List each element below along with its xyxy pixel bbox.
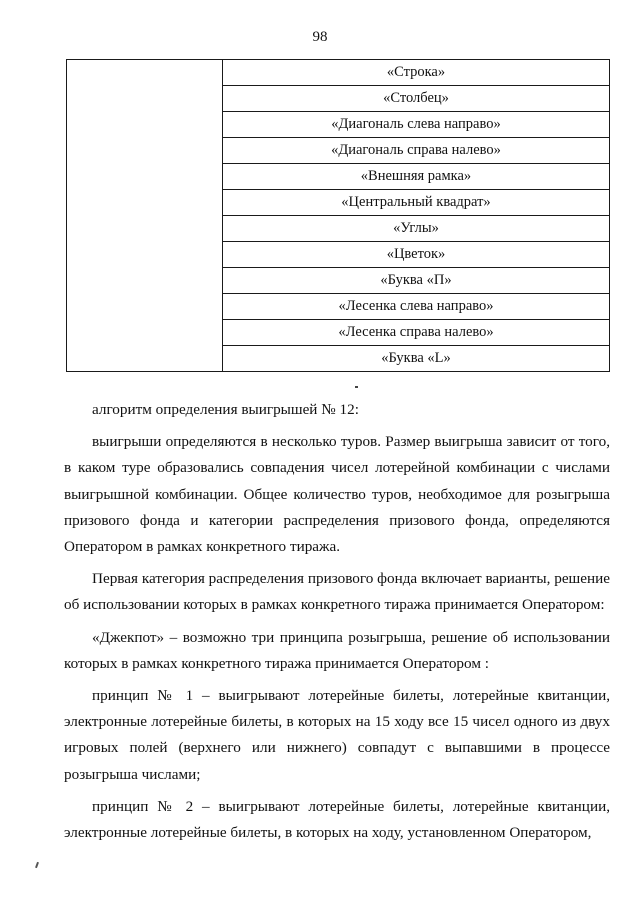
pattern-cell: «Диагональ слева направо» [223, 112, 610, 138]
pattern-cell: «Лесенка справа налево» [223, 320, 610, 346]
algorithm-heading: алгоритм определения выигрышей № 12: [92, 401, 359, 418]
empty-left-cell [67, 60, 223, 372]
paragraph: принцип № 1 – выигрывают лотерейные билеты, лотерейные квитанции, электронные лотерейные билеты, в которых на 15 ходу все 15 чисел одного из двух игровых полей (верхнего или нижнего) совпадут с выпавшими в процессе розыгрыша числами; [64, 687, 610, 783]
scan-speck [355, 386, 358, 388]
paragraph: «Джекпот» – возможно три принципа розыгрыша, решение об использовании которых в рамках конкретного тиража принимается Оператором : [64, 628, 610, 672]
winning-patterns-table [66, 59, 610, 372]
pattern-cell: «Буква «П» [223, 268, 610, 294]
pattern-cell: «Строка» [223, 60, 610, 86]
page-number: 98 [312, 29, 328, 45]
paragraph: Первая категория распределения призового фонда включает варианты, решение об использовании которых в рамках конкретного тиража принимается Оператором: [64, 570, 610, 614]
pattern-cell: «Углы» [223, 216, 610, 242]
pattern-cell: «Цветок» [223, 242, 610, 268]
pattern-cell: «Буква «L» [223, 346, 610, 372]
paragraph: выигрыши определяются в несколько туров. Размер выигрыша зависит от того, в каком туре образовались совпадения чисел лотерейной комбинации с числами выигрышной комбинации. Общее количество туров, необходимое для розыгрыша призового фонда и категории распределения призового фонда, определяются Оператором в рамках конкретного тиража. [64, 433, 610, 556]
body-text [64, 397, 610, 852]
paragraph: принцип № 2 – выигрывают лотерейные билеты, лотерейные квитанции, электронные лотерейные билеты, в которых на ходу, установленном Оператором, [64, 797, 610, 842]
pattern-cell: «Столбец» [223, 86, 610, 112]
pattern-cell: «Центральный квадрат» [223, 190, 610, 216]
pattern-cell: «Диагональ справа налево» [223, 138, 610, 164]
pattern-cell: «Внешняя рамка» [223, 164, 610, 190]
table-row [67, 60, 610, 86]
scan-speck [35, 862, 39, 868]
pattern-cell: «Лесенка слева направо» [223, 294, 610, 320]
